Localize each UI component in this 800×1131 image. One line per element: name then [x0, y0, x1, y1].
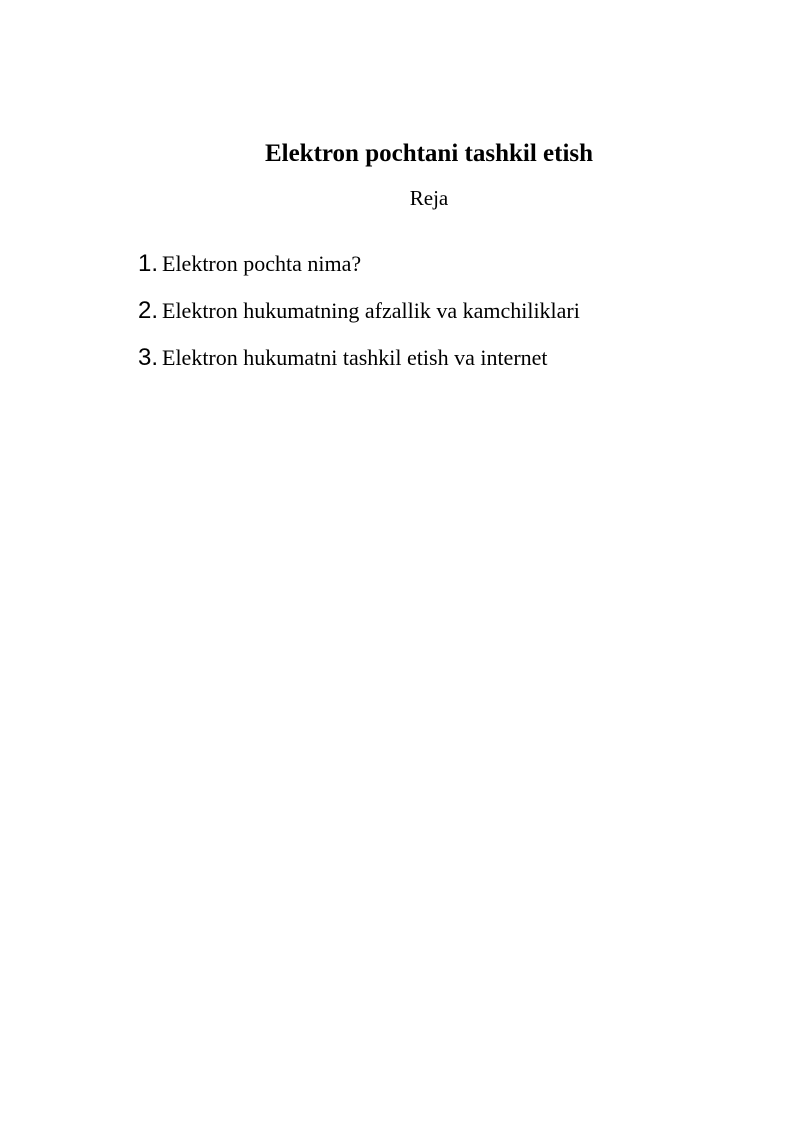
plan-heading: Reja — [409, 186, 449, 210]
plan-item — [138, 244, 580, 291]
plan-item-number: 1. — [138, 250, 159, 277]
plan-item-text: Elektron pochta nima? — [162, 251, 362, 276]
plan-item-text: Elektron hukumatni tashkil etish va internet — [162, 345, 548, 370]
plan-item-number: 2. — [138, 297, 159, 324]
plan-item-number: 3. — [138, 344, 159, 371]
plan-item — [138, 338, 580, 385]
plan-list — [138, 244, 580, 385]
plan-item-text: Elektron hukumatning afzallik va kamchiliklari — [162, 298, 580, 323]
plan-item — [138, 291, 580, 338]
document-title: Elektron pochtani tashkil etish — [264, 140, 594, 167]
